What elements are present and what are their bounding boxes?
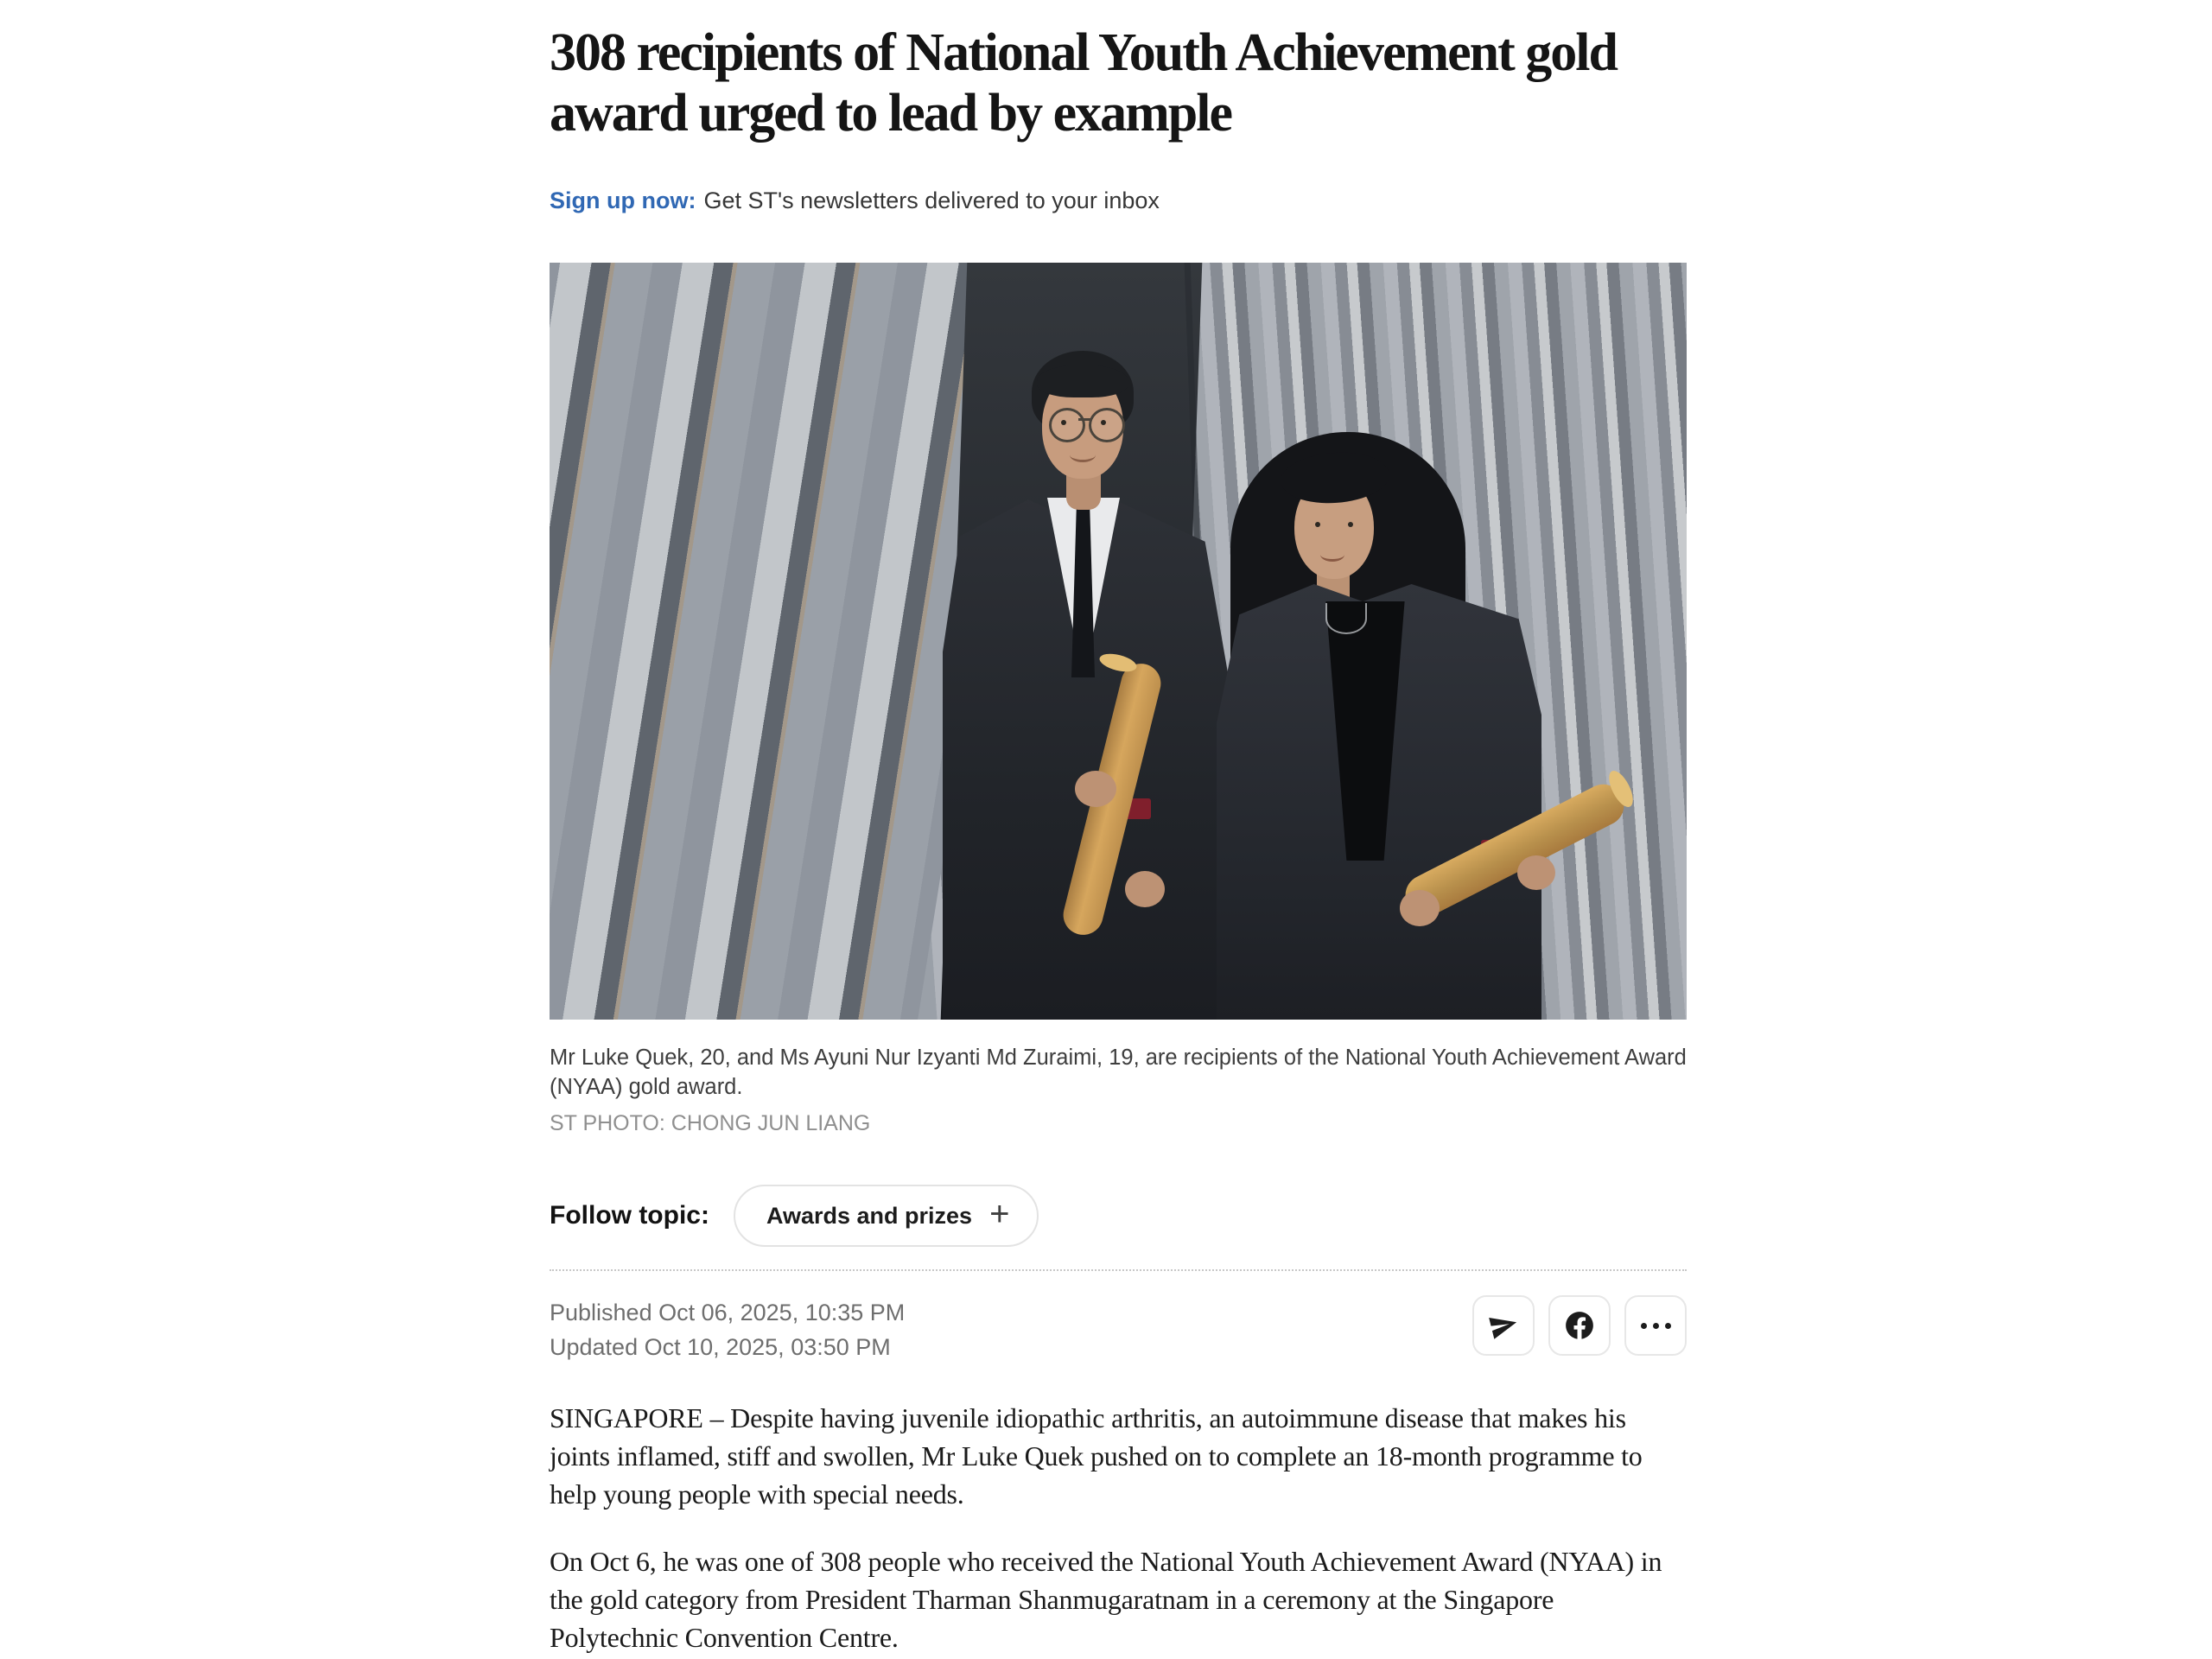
share-facebook-button[interactable]: [1548, 1295, 1611, 1356]
share-more-button[interactable]: [1624, 1295, 1687, 1356]
man-glasses-right: [1089, 408, 1125, 442]
newsletter-text: Get ST's newsletters delivered to your inbox: [703, 188, 1160, 213]
man-hand-upper: [1075, 771, 1116, 807]
body-paragraph: On Oct 6, he was one of 308 people who received the National Youth Achievement Award (NYAA) in the gold category from President Tharman Shanmugaratnam in a ceremony at the Singapore Polytechnic Convention Centre.: [550, 1546, 1662, 1653]
newsletter-promo: [550, 185, 1687, 216]
topic-button-label: Awards and prizes: [766, 1202, 973, 1229]
share-buttons: [1472, 1295, 1687, 1356]
man-hand-lower: [1125, 871, 1165, 907]
paper-plane-icon: [1489, 1311, 1518, 1340]
published-date: Published Oct 06, 2025, 10:35 PM: [550, 1300, 906, 1325]
signup-link[interactable]: Sign up now:: [550, 188, 696, 213]
article-body: [550, 1399, 1687, 1656]
follow-topic-label: Follow topic:: [550, 1201, 709, 1230]
publish-dates: [550, 1295, 905, 1364]
man-smile: [1070, 448, 1096, 462]
man-glasses-bridge: [1078, 418, 1090, 421]
body-paragraph: SINGAPORE – Despite having juvenile idiopathic arthritis, an autoimmune disease that makes his joints inflamed, stiff and swollen, Mr Luke Quek pushed on to complete an 18-month programme to help young people with special needs.: [550, 1402, 1643, 1510]
woman-eye-left: [1315, 522, 1320, 527]
dotted-divider: [550, 1269, 1687, 1271]
man-eye-right: [1101, 420, 1106, 425]
woman-smile: [1320, 548, 1344, 562]
man-hair-fringe: [1037, 365, 1128, 397]
ellipsis-icon: [1641, 1323, 1671, 1329]
article-meta-row: [550, 1295, 1687, 1364]
woman-eye-right: [1348, 522, 1353, 527]
man-eye-left: [1061, 420, 1066, 425]
follow-topic-button[interactable]: [734, 1185, 1039, 1247]
photo-caption: Mr Luke Quek, 20, and Ms Ayuni Nur Izyanti Md Zuraimi, 19, are recipients of the National Youth Achievement Award (NYAA) gold award.: [550, 1046, 1687, 1099]
article-headline: 308 recipients of National Youth Achievement gold award urged to lead by example: [550, 23, 1617, 143]
article-photo: [550, 263, 1687, 1020]
photo-credit: ST PHOTO: CHONG JUN LIANG: [550, 1111, 871, 1135]
share-telegram-button[interactable]: [1472, 1295, 1535, 1356]
man-glasses-left: [1049, 408, 1085, 442]
woman-hand-left: [1400, 890, 1440, 926]
facebook-icon: [1563, 1309, 1596, 1342]
woman-hand-right: [1517, 855, 1555, 890]
follow-topic-row: [550, 1185, 1687, 1247]
woman-necklace: [1325, 603, 1367, 634]
updated-date: Updated Oct 10, 2025, 03:50 PM: [550, 1334, 891, 1360]
plus-icon: +: [989, 1195, 1010, 1233]
article-column: [550, 0, 1687, 1659]
